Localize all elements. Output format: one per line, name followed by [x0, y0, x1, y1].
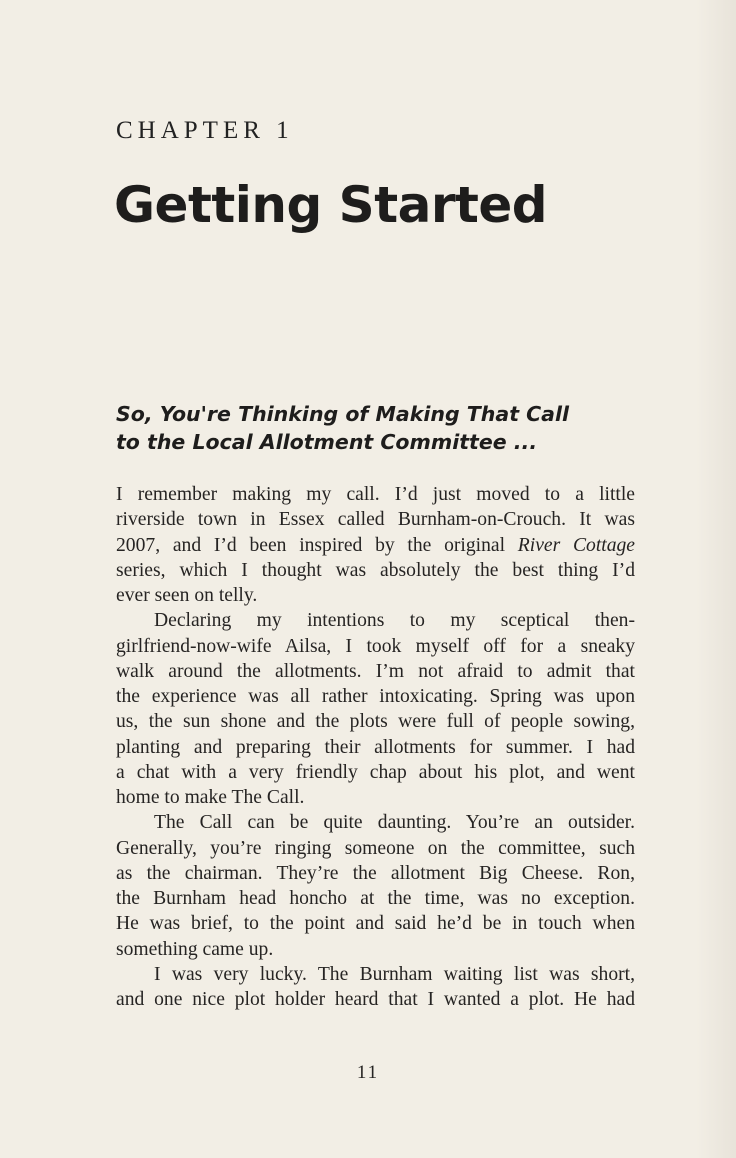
text-line	[116, 608, 635, 633]
text-segment: 2007, and I’d been inspired by the original	[116, 534, 518, 556]
text-line	[116, 911, 635, 936]
text-line	[116, 709, 635, 734]
text-line	[116, 507, 635, 532]
text-segment: and one nice plot holder heard that I wanted a plot. He had	[116, 989, 635, 1010]
italic-title: River Cottage	[517, 534, 636, 556]
page-number: 11	[356, 1062, 380, 1083]
body-text	[116, 482, 635, 1012]
text-line	[116, 886, 635, 911]
text-line	[116, 659, 635, 684]
text-line	[116, 962, 635, 987]
text-segment: I remember making my call. I’d just moved to a little	[116, 484, 635, 505]
text-line	[116, 937, 635, 962]
page-edge-shadow	[696, 0, 736, 1158]
text-segment: The Call can be quite daunting. You’re an outsider.	[154, 812, 635, 834]
text-segment: Generally, you’re ringing someone on the committee, such	[116, 837, 635, 859]
text-segment: girlfriend-now-wife Ailsa, I took myself off for a sneaky	[116, 635, 635, 657]
text-line	[116, 785, 635, 810]
paragraph	[116, 482, 635, 608]
text-segment: something came up.	[116, 938, 274, 960]
section-heading-line: So, You're Thinking of Making That Call	[116, 402, 570, 426]
text-line	[116, 634, 635, 659]
chapter-label: CHAPTER 1	[116, 117, 294, 144]
text-segment: series, which I thought was absolutely the best thing I’d	[116, 559, 635, 581]
text-segment: home to make The Call.	[116, 787, 305, 808]
text-segment: a chat with a very friendly chap about his plot, and went	[116, 761, 635, 783]
text-segment: He was brief, to the point and said he’d be in touch when	[116, 913, 635, 935]
section-heading-line: to the Local Allotment Committee ...	[116, 430, 538, 454]
text-segment: ever seen on telly.	[116, 585, 258, 606]
text-segment: as the chairman. They’re the allotment Big Cheese. Ron,	[116, 862, 635, 884]
text-line	[116, 583, 635, 608]
text-segment: riverside town in Essex called Burnham-on-Crouch. It was	[116, 509, 635, 531]
text-line	[116, 533, 635, 558]
text-segment: planting and preparing their allotments for summer. I had	[116, 736, 635, 758]
text-line	[116, 987, 635, 1012]
text-line	[116, 482, 635, 507]
text-line	[116, 735, 635, 760]
section-heading	[116, 400, 656, 456]
text-segment: the Burnham head honcho at the time, was no exception.	[116, 888, 635, 909]
chapter-title: Getting Started	[114, 176, 548, 234]
paragraph	[116, 608, 635, 810]
paragraph	[116, 962, 635, 1013]
text-segment: us, the sun shone and the plots were full of people sowing,	[116, 711, 635, 733]
text-line	[116, 810, 635, 835]
text-line	[116, 760, 635, 785]
text-segment: walk around the allotments. I’m not afraid to admit that	[116, 660, 635, 682]
text-line	[116, 861, 635, 886]
text-segment: the experience was all rather intoxicating. Spring was upon	[116, 686, 635, 707]
paragraph	[116, 810, 635, 962]
text-line	[116, 684, 635, 709]
text-segment: I was very lucky. The Burnham waiting list was short,	[154, 963, 635, 985]
text-line	[116, 836, 635, 861]
text-segment: Declaring my intentions to my sceptical then-	[154, 610, 635, 632]
text-line	[116, 558, 635, 583]
